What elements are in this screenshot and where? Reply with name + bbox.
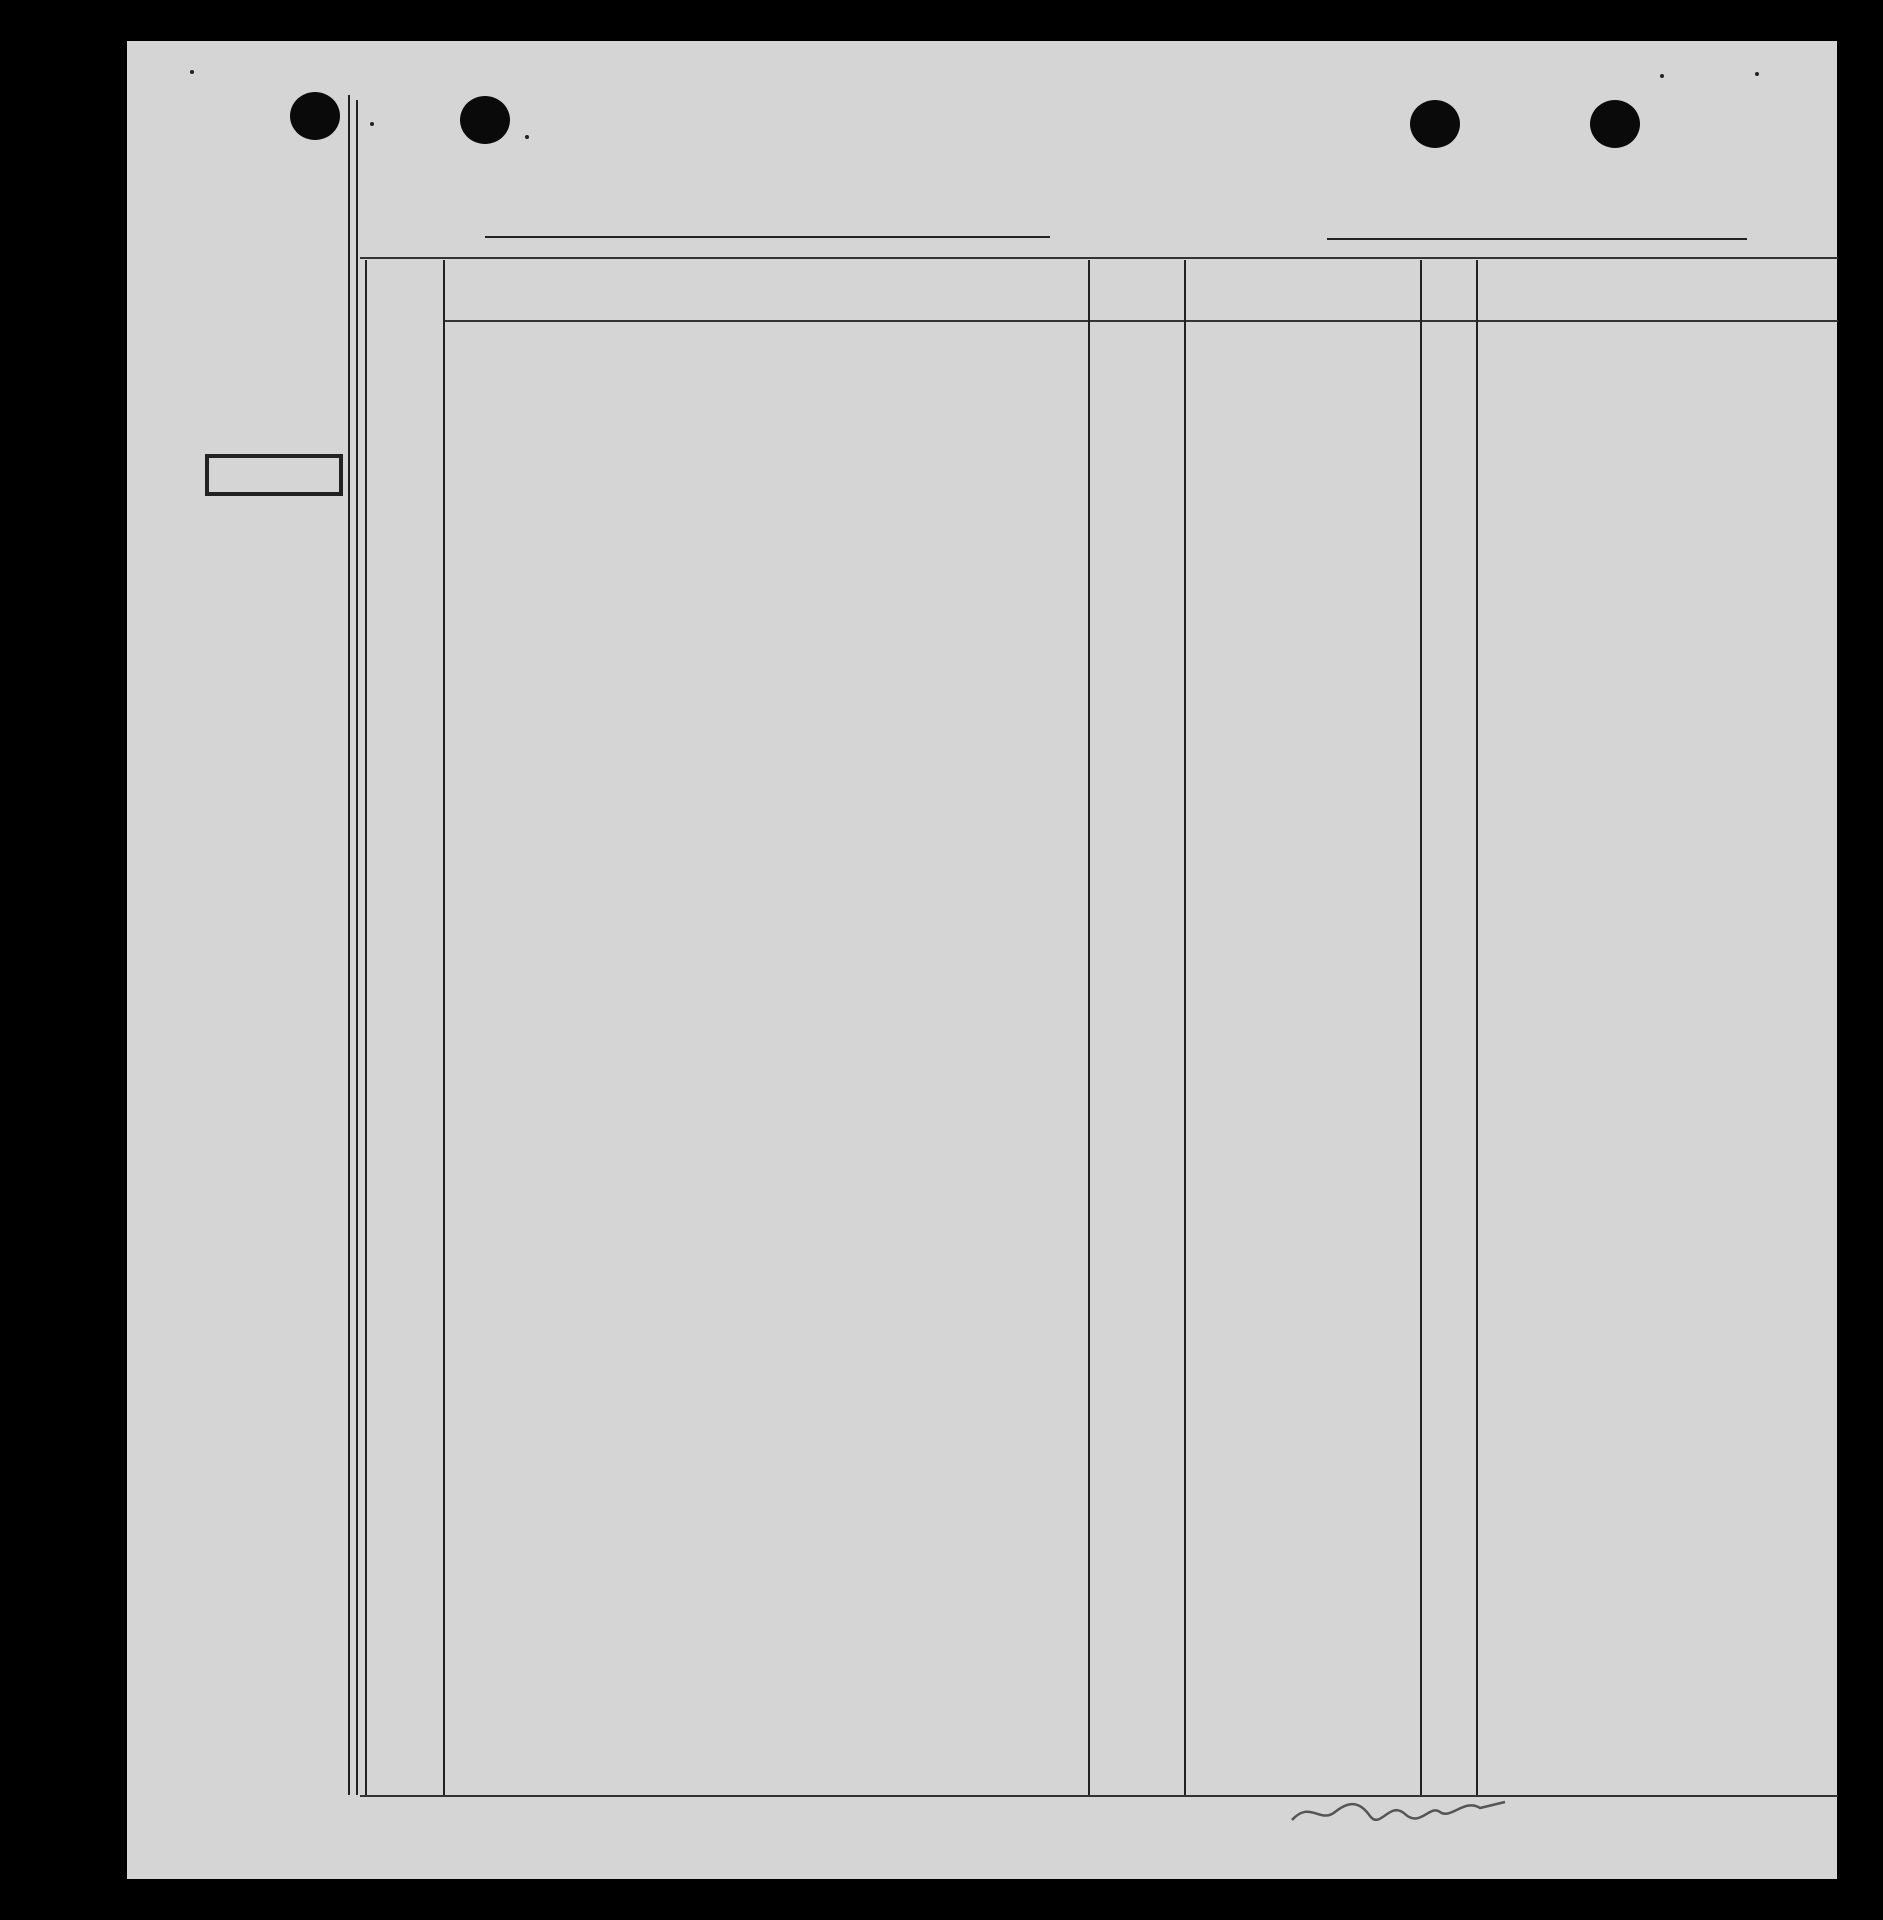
punch-hole: [460, 96, 510, 144]
punch-hole: [290, 92, 340, 140]
inspector-signature: [1290, 1790, 1510, 1830]
table-header-border: [445, 320, 1838, 322]
us-citizen-stamp: [205, 454, 343, 496]
column-divider: [365, 260, 367, 1795]
punch-hole: [1590, 100, 1640, 148]
speck: [190, 70, 194, 74]
speck: [525, 135, 529, 139]
column-divider: [1088, 260, 1090, 1795]
ship-underline: [485, 236, 1050, 238]
column-divider: [1184, 260, 1186, 1795]
punch-hole: [1410, 100, 1460, 148]
table-top-border: [360, 257, 1838, 259]
margin-line: [356, 100, 358, 1795]
column-divider: [1420, 260, 1422, 1795]
column-divider: [443, 260, 445, 1795]
speck: [1660, 74, 1664, 78]
manifest-page: [127, 41, 1837, 1879]
margin-line: [348, 95, 350, 1795]
speck: [1755, 72, 1759, 76]
column-divider: [1476, 260, 1478, 1795]
port-underline: [1327, 238, 1747, 240]
table-bottom-border: [360, 1795, 1838, 1797]
speck: [370, 122, 374, 126]
